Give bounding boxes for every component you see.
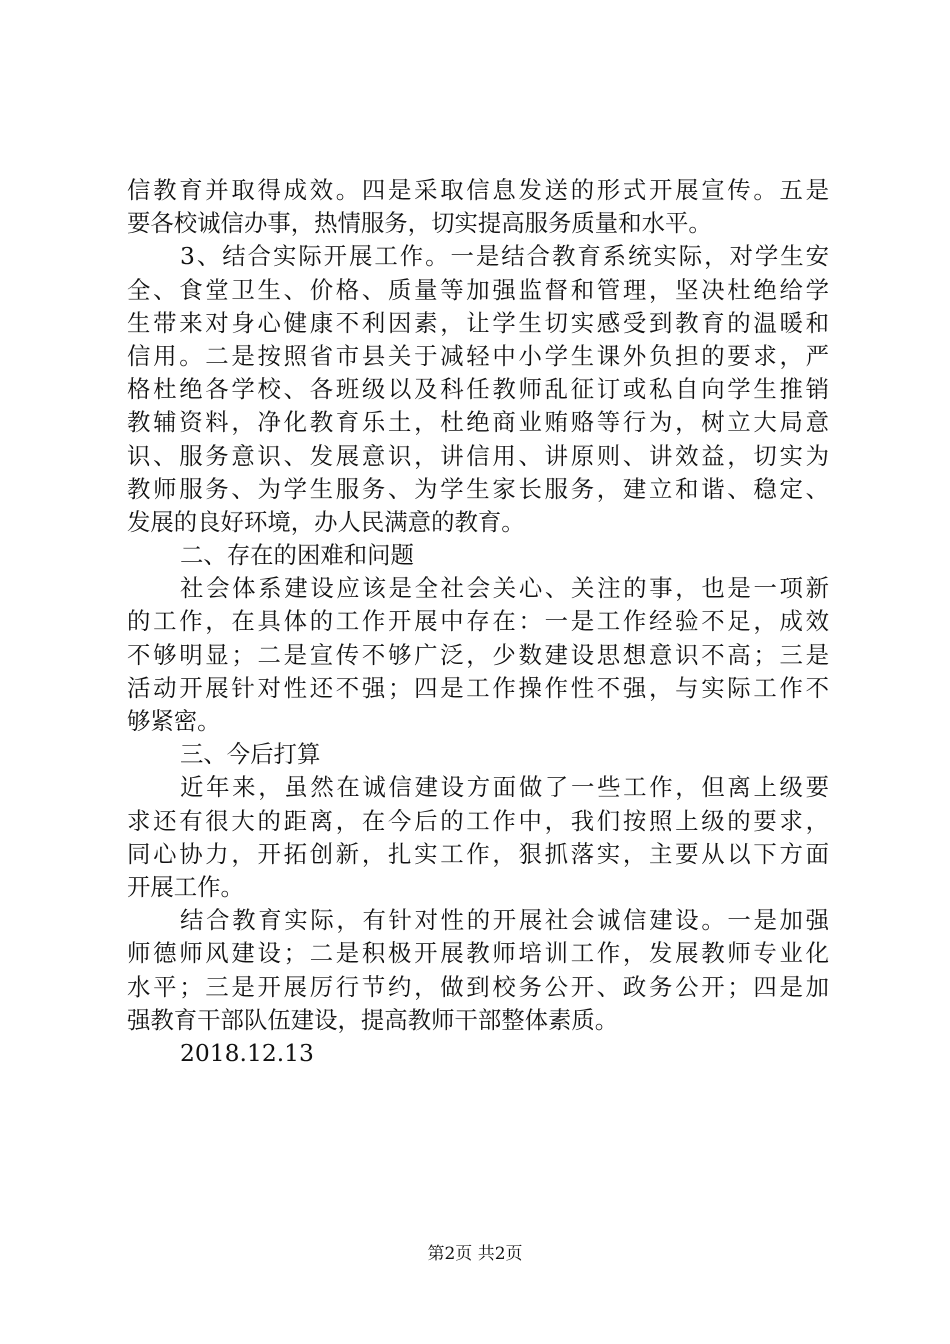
page-number-footer: 第2页 共2页 — [427, 1244, 523, 1264]
text-line: 水平；三是开展厉行节约，做到校务公开、政务公开；四是加 — [127, 972, 829, 1001]
text-line: 不够明显；二是宣传不够广泛，少数建设思想意识不高；三是 — [127, 640, 829, 669]
text-line: 生带来对身心健康不利因素，让学生切实感受到教育的温暖和 — [127, 308, 829, 337]
text-line: 发展的良好环境，办人民满意的教育。 — [127, 507, 525, 536]
text-line: 信教育并取得成效。四是采取信息发送的形式开展宣传。五是 — [127, 176, 829, 204]
text-line: 同心协力，开拓创新，扎实工作，狠抓落实，主要从以下方面 — [127, 839, 829, 868]
text-line: 师德师风建设；二是积极开展教师培训工作，发展教师专业化 — [127, 939, 829, 968]
text-line: 活动开展针对性还不强；四是工作操作性不强，与实际工作不 — [127, 673, 829, 702]
text-line: 社会体系建设应该是全社会关心、关注的事，也是一项新 — [180, 574, 829, 603]
text-line: 教辅资料，净化教育乐土，杜绝商业贿赂等行为，树立大局意 — [127, 408, 829, 437]
document-date: 2018.12.13 — [180, 1038, 314, 1067]
document-body — [127, 174, 829, 1070]
text-line: 格杜绝各学校、各班级以及科任教师乱征订或私自向学生推销 — [127, 375, 829, 404]
text-line: 识、服务意识、发展意识，讲信用、讲原则、讲效益，切实为 — [127, 441, 829, 470]
text-line: 强教育干部队伍建设，提高教师干部整体素质。 — [127, 1005, 619, 1034]
section-heading: 二、存在的困难和问题 — [180, 541, 414, 570]
text-line: 近年来，虽然在诚信建设方面做了一些工作，但离上级要 — [180, 773, 829, 802]
text-line: 求还有很大的距离，在今后的工作中，我们按照上级的要求， — [127, 806, 829, 835]
section-heading: 三、今后打算 — [180, 740, 321, 769]
text-line: 教师服务、为学生服务、为学生家长服务，建立和谐、稳定、 — [127, 474, 829, 503]
text-line: 信用。二是按照省市县关于减轻中小学生课外负担的要求，严 — [127, 341, 829, 370]
text-line: 开展工作。 — [127, 872, 244, 901]
text-line: 3、结合实际开展工作。一是结合教育系统实际，对学生安 — [180, 242, 829, 271]
text-line: 够紧密。 — [127, 707, 221, 735]
text-line: 要各校诚信办事，热情服务，切实提高服务质量和水平。 — [127, 209, 712, 238]
text-line: 结合教育实际，有针对性的开展社会诚信建设。一是加强 — [180, 906, 829, 935]
text-line: 全、食堂卫生、价格、质量等加强监督和管理，坚决杜绝给学 — [127, 275, 829, 304]
text-line: 的工作，在具体的工作开展中存在：一是工作经验不足，成效 — [127, 607, 829, 636]
